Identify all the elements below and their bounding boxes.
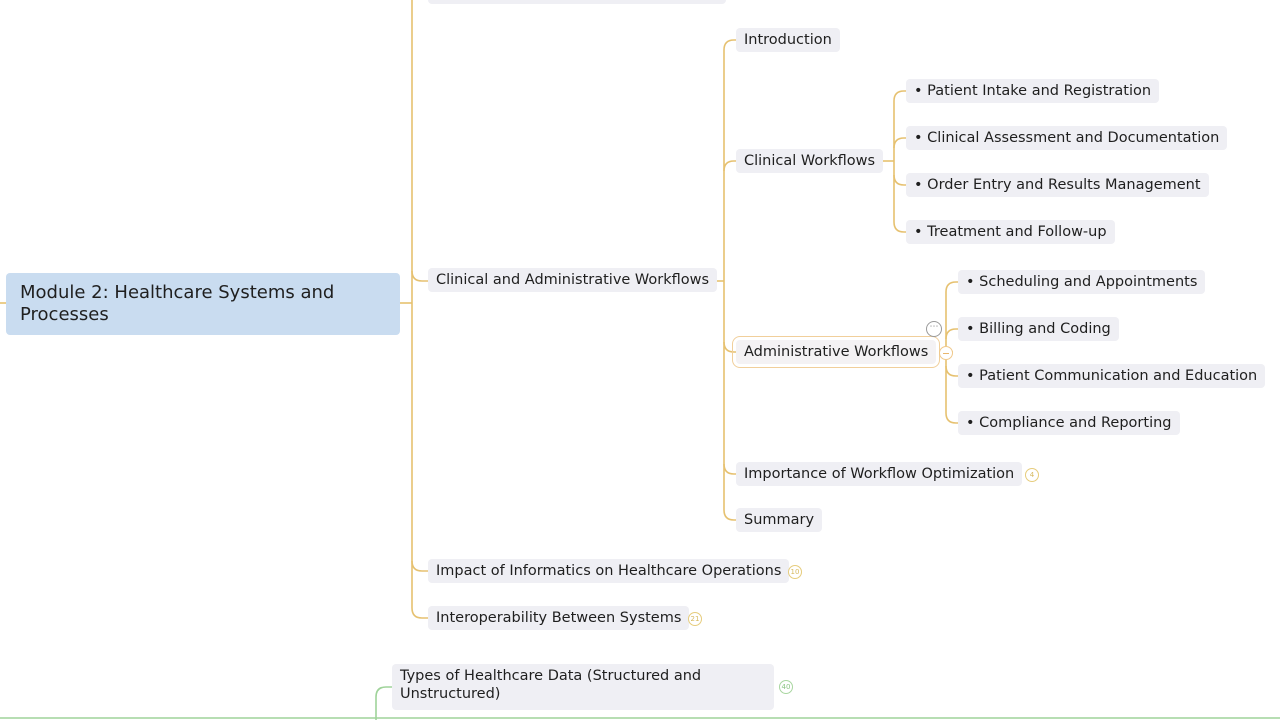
subtopic-administrative-workflows[interactable] xyxy=(736,340,936,364)
clinical-item[interactable] xyxy=(906,173,1209,197)
subtopic-label: Summary xyxy=(744,512,815,528)
collapsed-count-badge[interactable]: 21 xyxy=(688,612,702,626)
subtopic-importance-of-workflow-optimization[interactable] xyxy=(736,462,1022,486)
collapsed-count-badge[interactable]: 10 xyxy=(788,565,802,579)
admin-item-label: • Compliance and Reporting xyxy=(966,415,1172,431)
comment-icon[interactable]: ⋯ xyxy=(926,321,942,337)
branch-interoperability[interactable] xyxy=(428,606,689,630)
subtopic-introduction[interactable] xyxy=(736,28,840,52)
branch-label: Impact of Informatics on Healthcare Operations xyxy=(436,563,782,579)
subtopic-label: Administrative Workflows xyxy=(744,344,929,360)
clinical-item-label: • Treatment and Follow-up xyxy=(914,224,1107,240)
branch-types-of-healthcare-data[interactable] xyxy=(392,664,774,710)
branch-label: Clinical and Administrative Workflows xyxy=(436,272,710,288)
branch-impact-of-informatics[interactable] xyxy=(428,559,789,583)
collapsed-count-badge[interactable]: 40 xyxy=(779,680,793,694)
collapsed-count-badge[interactable]: 4 xyxy=(1025,468,1039,482)
branch-label: Interoperability Between Systems xyxy=(436,610,682,626)
subtopic-summary[interactable] xyxy=(736,508,822,532)
offscreen-node-above[interactable] xyxy=(428,0,726,4)
clinical-item[interactable] xyxy=(906,220,1115,244)
subtopic-clinical-workflows[interactable] xyxy=(736,149,883,173)
clinical-item-label: • Order Entry and Results Management xyxy=(914,177,1201,193)
admin-item[interactable] xyxy=(958,270,1205,294)
admin-item-label: • Billing and Coding xyxy=(966,321,1111,337)
clinical-item-label: • Clinical Assessment and Documentation xyxy=(914,130,1220,146)
clinical-item-label: • Patient Intake and Registration xyxy=(914,83,1152,99)
subtopic-label: Clinical Workflows xyxy=(744,153,876,169)
collapse-toggle-icon[interactable] xyxy=(939,346,953,360)
root-topic[interactable] xyxy=(6,273,400,335)
admin-item[interactable] xyxy=(958,364,1265,388)
admin-item-label: • Patient Communication and Education xyxy=(966,368,1258,384)
branch-clinical-administrative-workflows[interactable] xyxy=(428,268,717,292)
clinical-item[interactable] xyxy=(906,126,1227,150)
root-topic-label: Module 2: Healthcare Systems and Processes xyxy=(20,282,335,325)
admin-item[interactable] xyxy=(958,317,1119,341)
branch-label: Types of Healthcare Data (Structured and Unstructured) xyxy=(400,668,702,702)
subtopic-label: Importance of Workflow Optimization xyxy=(744,466,1015,482)
subtopic-label: Introduction xyxy=(744,32,832,48)
admin-item-label: • Scheduling and Appointments xyxy=(966,274,1198,290)
clinical-item[interactable] xyxy=(906,79,1159,103)
admin-item[interactable] xyxy=(958,411,1180,435)
